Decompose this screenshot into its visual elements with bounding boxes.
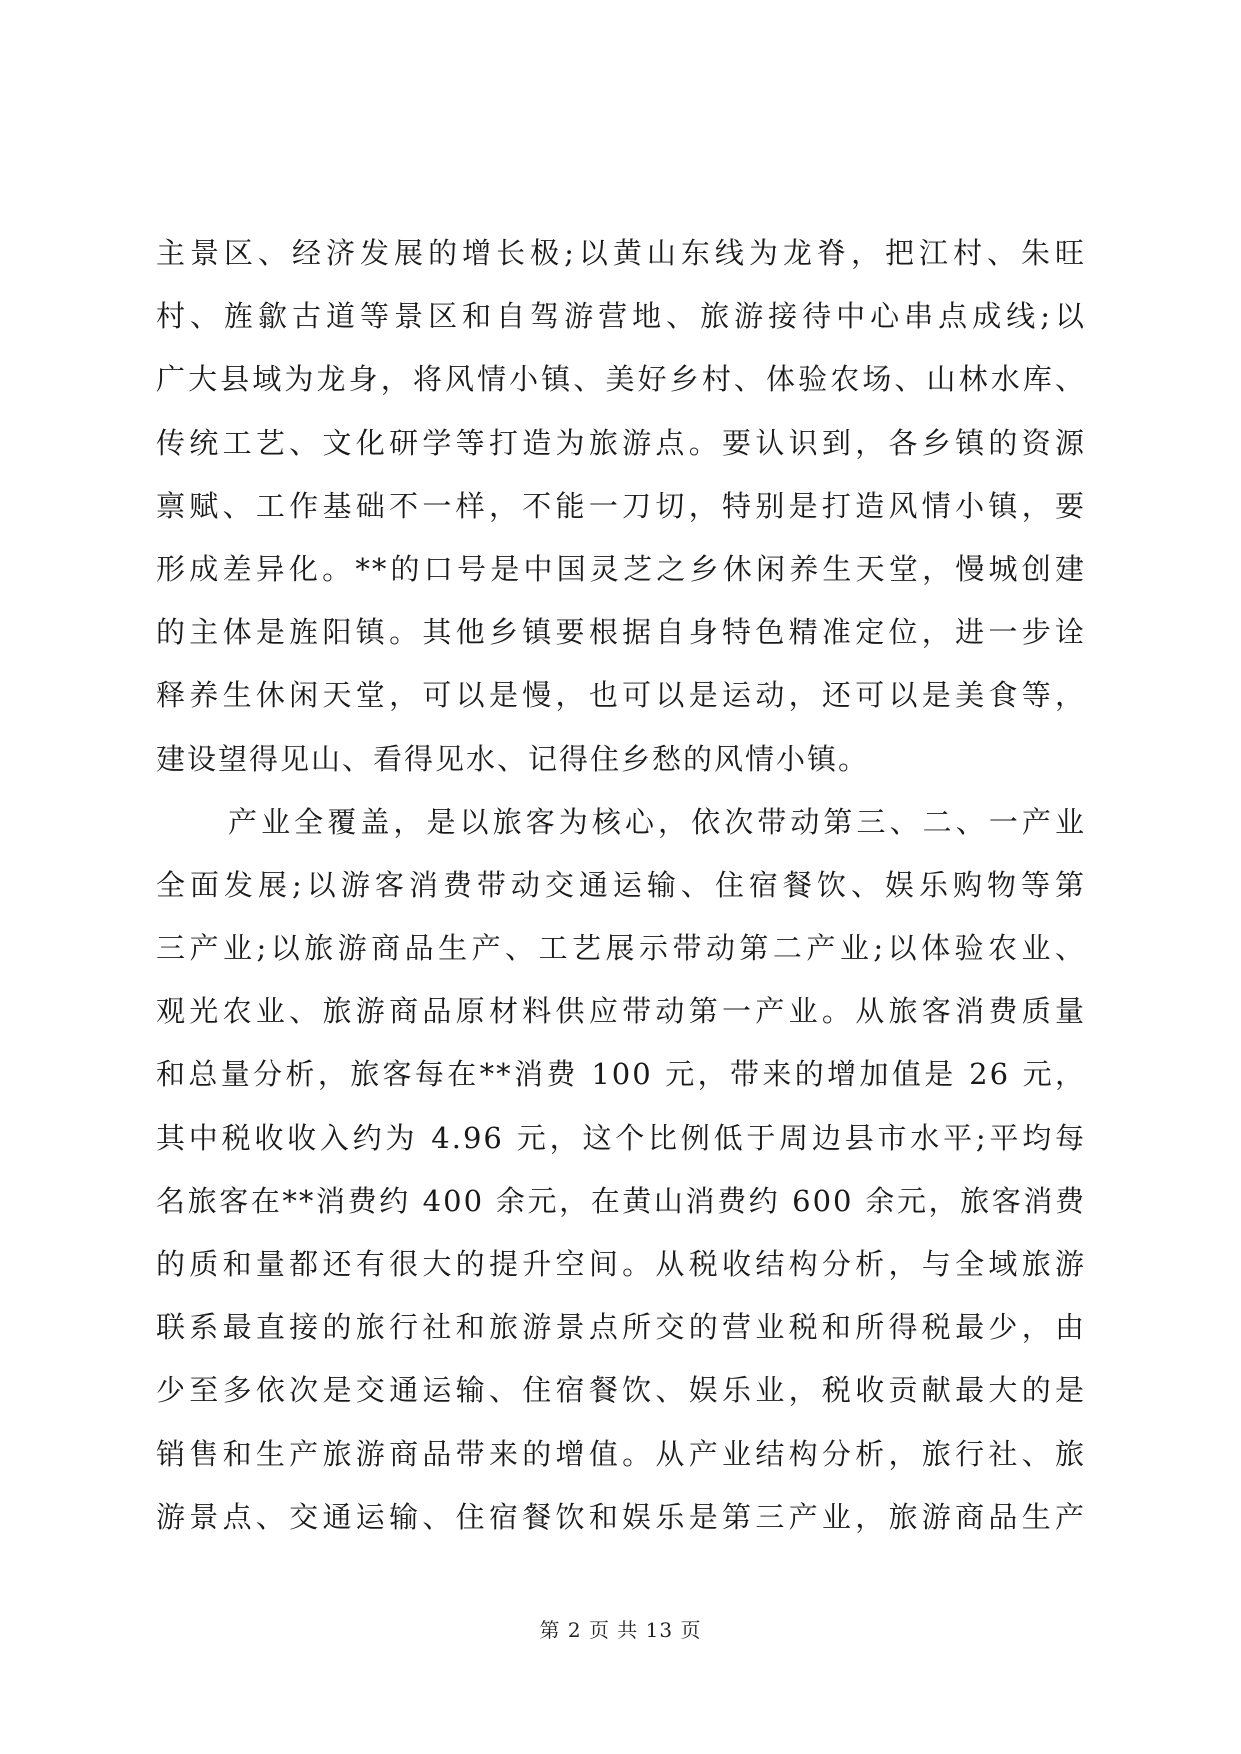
text-line: 游景点、交通运输、住宿餐饮和娱乐是第三产业，旅游商品生产 (156, 1499, 1086, 1534)
text-line: 少至多依次是交通运输、住宿餐饮、娱乐业，税收贡献最大的是 (156, 1373, 1086, 1408)
text-line: 禀赋、工作基础不一样，不能一刀切，特别是打造风情小镇，要 (156, 488, 1086, 523)
text-line: 名旅客在**消费约 400 余元，在黄山消费约 600 余元，旅客消费 (156, 1183, 1086, 1218)
text-line: 的质和量都还有很大的提升空间。从税收结构分析，与全域旅游 (156, 1247, 1086, 1281)
page-number-footer: 第 2 页 共 13 页 (539, 1618, 702, 1642)
text-line: 主景区、经济发展的增长极;以黄山东线为龙脊，把江村、朱旺 (156, 236, 1086, 270)
text-line: 建设望得见山、看得见水、记得住乡愁的风情小镇。 (156, 741, 870, 776)
paragraph-first-line: 产业全覆盖，是以旅客为核心，依次带动第三、二、一产业 (228, 804, 1086, 839)
text-line: 观光农业、旅游商品原材料供应带动第一产业。从旅客消费质量 (156, 994, 1086, 1029)
text-line: 释养生休闲天堂，可以是慢，也可以是运动，还可以是美食等， (156, 678, 1086, 713)
text-line: 联系最直接的旅行社和旅游景点所交的营业税和所得税最少，由 (156, 1310, 1086, 1345)
text-line: 广大县域为龙身，将风情小镇、美好乡村、体验农场、山林水库、 (156, 362, 1086, 397)
text-line: 其中税收收入约为 4.96 元，这个比例低于周边县市水平;平均每 (156, 1120, 1086, 1155)
text-line: 全面发展;以游客消费带动交通运输、住宿餐饮、娱乐购物等第 (156, 867, 1086, 902)
body-text (156, 222, 1086, 1549)
text-line: 传统工艺、文化研学等打造为旅游点。要认识到，各乡镇的资源 (156, 425, 1086, 460)
text-line: 村、旌歙古道等景区和自驾游营地、旅游接待中心串点成线;以 (156, 299, 1086, 334)
text-line: 销售和生产旅游商品带来的增值。从产业结构分析，旅行社、旅 (156, 1436, 1086, 1471)
text-line: 和总量分析，旅客每在**消费 100 元，带来的增加值是 26 元， (156, 1057, 1086, 1092)
text-line: 的主体是旌阳镇。其他乡镇要根据自身特色精准定位，进一步诠 (156, 615, 1086, 650)
text-line: 三产业;以旅游商品生产、工艺展示带动第二产业;以体验农业、 (156, 931, 1086, 966)
text-line: 形成差异化。**的口号是中国灵芝之乡休闲养生天堂，慢城创建 (156, 551, 1086, 586)
